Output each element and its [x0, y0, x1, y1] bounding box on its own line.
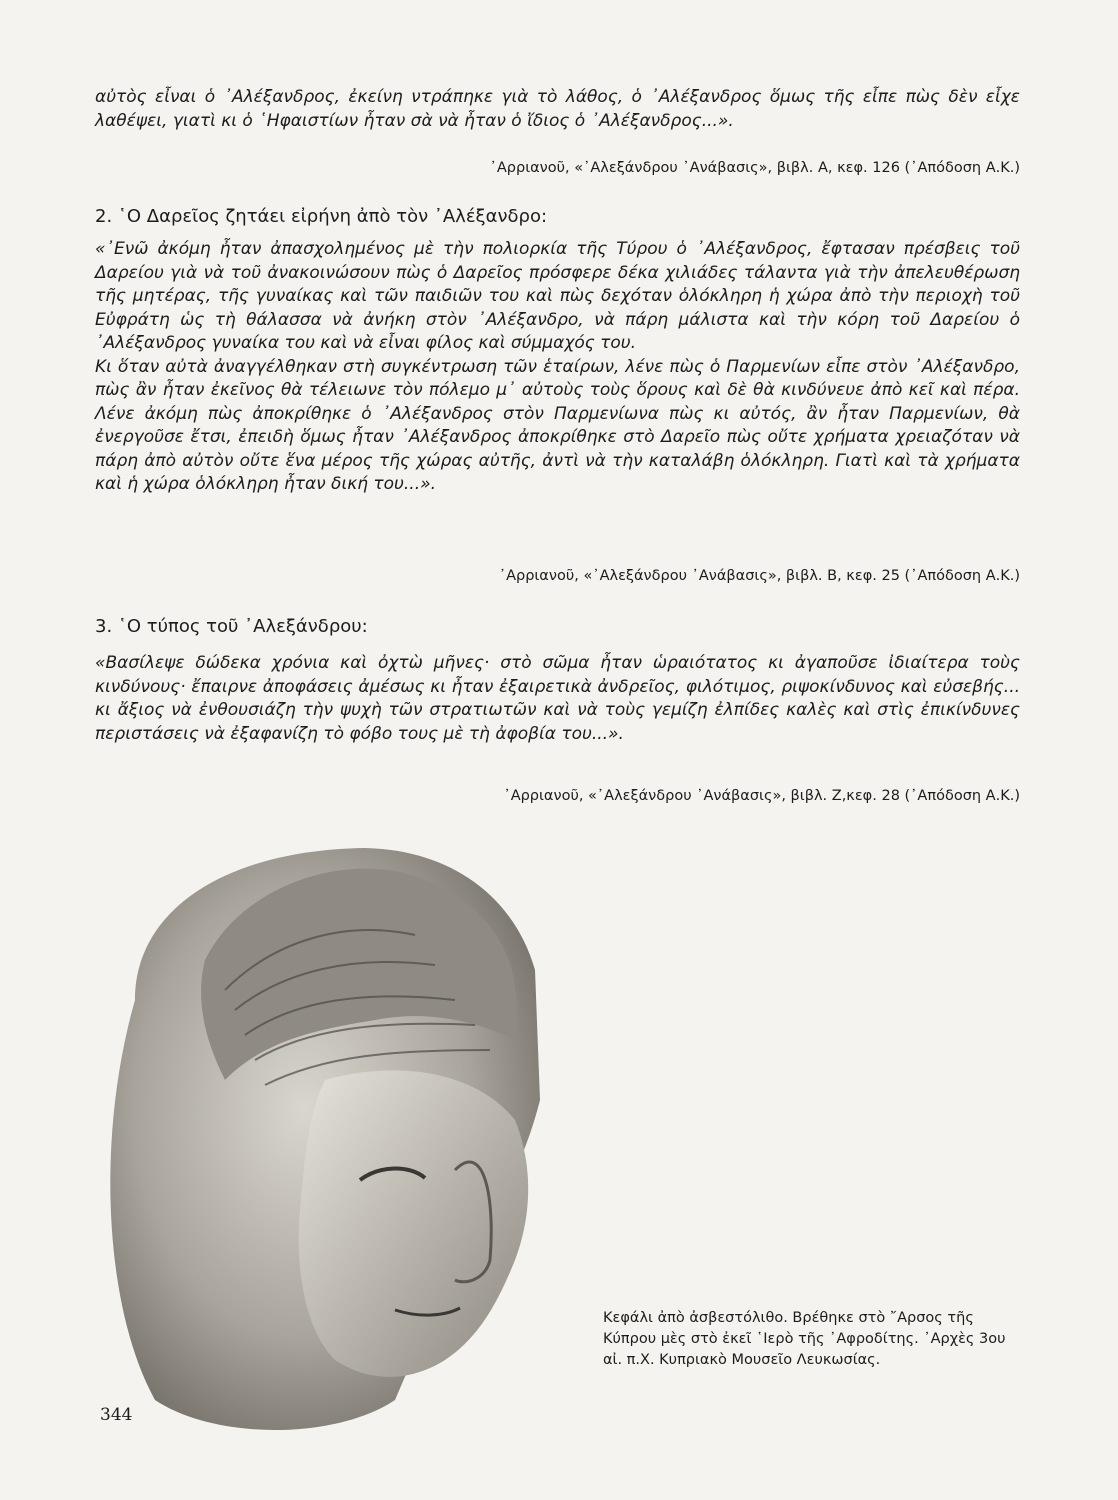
section-3: [95, 616, 1020, 637]
section-3-body: [95, 652, 1020, 746]
intro-source-citation: ᾿Αρριανοῦ, «᾿Αλεξάνδρου ᾿Ανάβασις», βιβλ. Α, κεφ. 126 (᾿Απόδοση Α.Κ.): [489, 160, 1020, 176]
section-3-source: [95, 788, 1020, 804]
section-2-paragraph-2: Κι ὅταν αὐτὰ ἀναγγέλθηκαν στὴ συγκέντρωση τῶν ἑταίρων, λένε πὼς ὁ Παρμενίων εἶπε στὸν ᾿Αλέξανδρο, πὼς ἂν ἦταν ἐκεῖνος θὰ τέλειωνε τὸν πόλεμο μ᾿ αὐτοὺς τοὺς ὅρους καὶ δὲ θὰ κινδύνευε ἀπὸ κεῖ καὶ πέρα. Λένε ἀκόμη πὼς ἀποκρίθηκε ὁ ᾿Αλέξανδρος στὸν Παρμενίωνα πὼς κι αὐτός, ἂν ἦταν Παρμενίων, θὰ ἐνεργοῦσε ἔτσι, ἐπειδὴ ὅμως ἦταν ᾿Αλέξανδρος ἀποκρίθηκε στὸ Δαρεῖο πὼς οὔτε χρήματα χρειαζόταν νὰ πάρη ἀπὸ αὐτὸν οὔτε ἕνα μέρος τῆς χώρας αὐτῆς, ἀντὶ νὰ τὴν καταλάβη ὁλόκληρη. Γιατὶ καὶ τὰ χρήματα καὶ ἡ χώρα ὁλόκληρη ἦταν δική του...».: [95, 356, 1020, 494]
intro-excerpt: [95, 86, 1020, 133]
section-2-source-citation: ᾿Αρριανοῦ, «᾿Αλεξάνδρου ᾿Ανάβασις», βιβλ. Β, κεφ. 25 (᾿Απόδοση Α.Κ.): [498, 568, 1020, 584]
section-3-source-citation: ᾿Αρριανοῦ, «᾿Αλεξάνδρου ᾿Ανάβασις», βιβλ. Ζ,κεφ. 28 (᾿Απόδοση Α.Κ.): [503, 788, 1020, 804]
section-2-body: [95, 238, 1020, 497]
section-2: [95, 206, 1020, 227]
section-2-paragraph-1: «᾿Ενῶ ἀκόμη ἦταν ἀπασχολημένος μὲ τὴν πολιορκία τῆς Τύρου ὁ ᾿Αλέξανδρος, ἔφτασαν πρέσβεις τοῦ Δαρείου γιὰ νὰ τοῦ ἀνακοινώσουν πὼς ὁ Δαρεῖος πρόσφερε δέκα χιλιάδες τάλαντα γιὰ τὴν ἀπελευθέρωση τῆς μητέρας, τῆς γυναίκας καὶ τῶν παιδιῶν του καὶ πὼς δεχόταν ὁλόκληρη ἡ χώρα ἀπὸ τὴν περιοχὴ τοῦ Εὐφράτη ὡς τὴ θάλασσα νὰ ἀνήκη στὸν ᾿Αλέξανδρο, νὰ πάρη μάλιστα καὶ τὴν κόρη τοῦ Δαρείου ὁ ᾿Αλέξανδρος γυναίκα του καὶ νὰ εἶναι φίλος καὶ σύμμαχός του.: [95, 239, 1020, 353]
section-2-heading: 2. ῾Ο Δαρεῖος ζητάει εἰρήνη ἀπὸ τὸν ᾿Αλέξανδρο:: [95, 206, 548, 227]
section-3-heading: 3. ῾Ο τύπος τοῦ ᾿Αλεξάνδρου:: [95, 616, 368, 637]
page-number: 344: [100, 1405, 133, 1425]
sculpture-head-image: [95, 840, 595, 1440]
figure-caption: Κεφάλι ἀπὸ ἀσβεστόλιθο. Βρέθηκε στὸ ῎Αρσος τῆς Κύπρου μὲς στὸ ἐκεῖ ῾Ιερὸ τῆς ᾿Αφροδίτης. ᾿Αρχὲς 3ου αἰ. π.Χ. Κυπριακὸ Μουσεῖο Λευκωσίας.: [603, 1310, 1006, 1368]
section-3-paragraph: «Βασίλεψε δώδεκα χρόνια καὶ ὀχτὼ μῆνες· στὸ σῶμα ἦταν ὡραιότατος κι ἀγαποῦσε ἰδιαίτερα τοὺς κινδύνους· ἔπαιρνε ἀποφάσεις ἀμέσως κι ἦταν ἐξαιρετικὰ ἀνδρεῖος, φιλότιμος, ριψοκίνδυνος καὶ εὐσεβής... κι ἄξιος νὰ ἐνθουσιάζη τὴν ψυχὴ τῶν στρατιωτῶν καὶ νὰ τοὺς γεμίζη ἐλπίδες καλὲς καὶ στὶς ἐπικίνδυνες περιστάσεις νὰ ἐξαφανίζη τὸ φόβο τους μὲ τὴ ἀφοβία του...».: [95, 653, 1020, 744]
intro-quote-text: αὐτὸς εἶναι ὁ ᾿Αλέξανδρος, ἐκείνη ντράπηκε γιὰ τὸ λάθος, ὁ ᾿Αλέξανδρος ὅμως τῆς εἶπε πὼς δὲν εἶχε λαθέψει, γιατὶ κι ὁ ῾Ηφαιστίων ἦταν σὰ νὰ ἦταν ὁ ἴδιος ὁ ᾿Αλέξανδρος...».: [95, 87, 1020, 131]
intro-source: [95, 160, 1020, 176]
section-2-source: [95, 568, 1020, 584]
